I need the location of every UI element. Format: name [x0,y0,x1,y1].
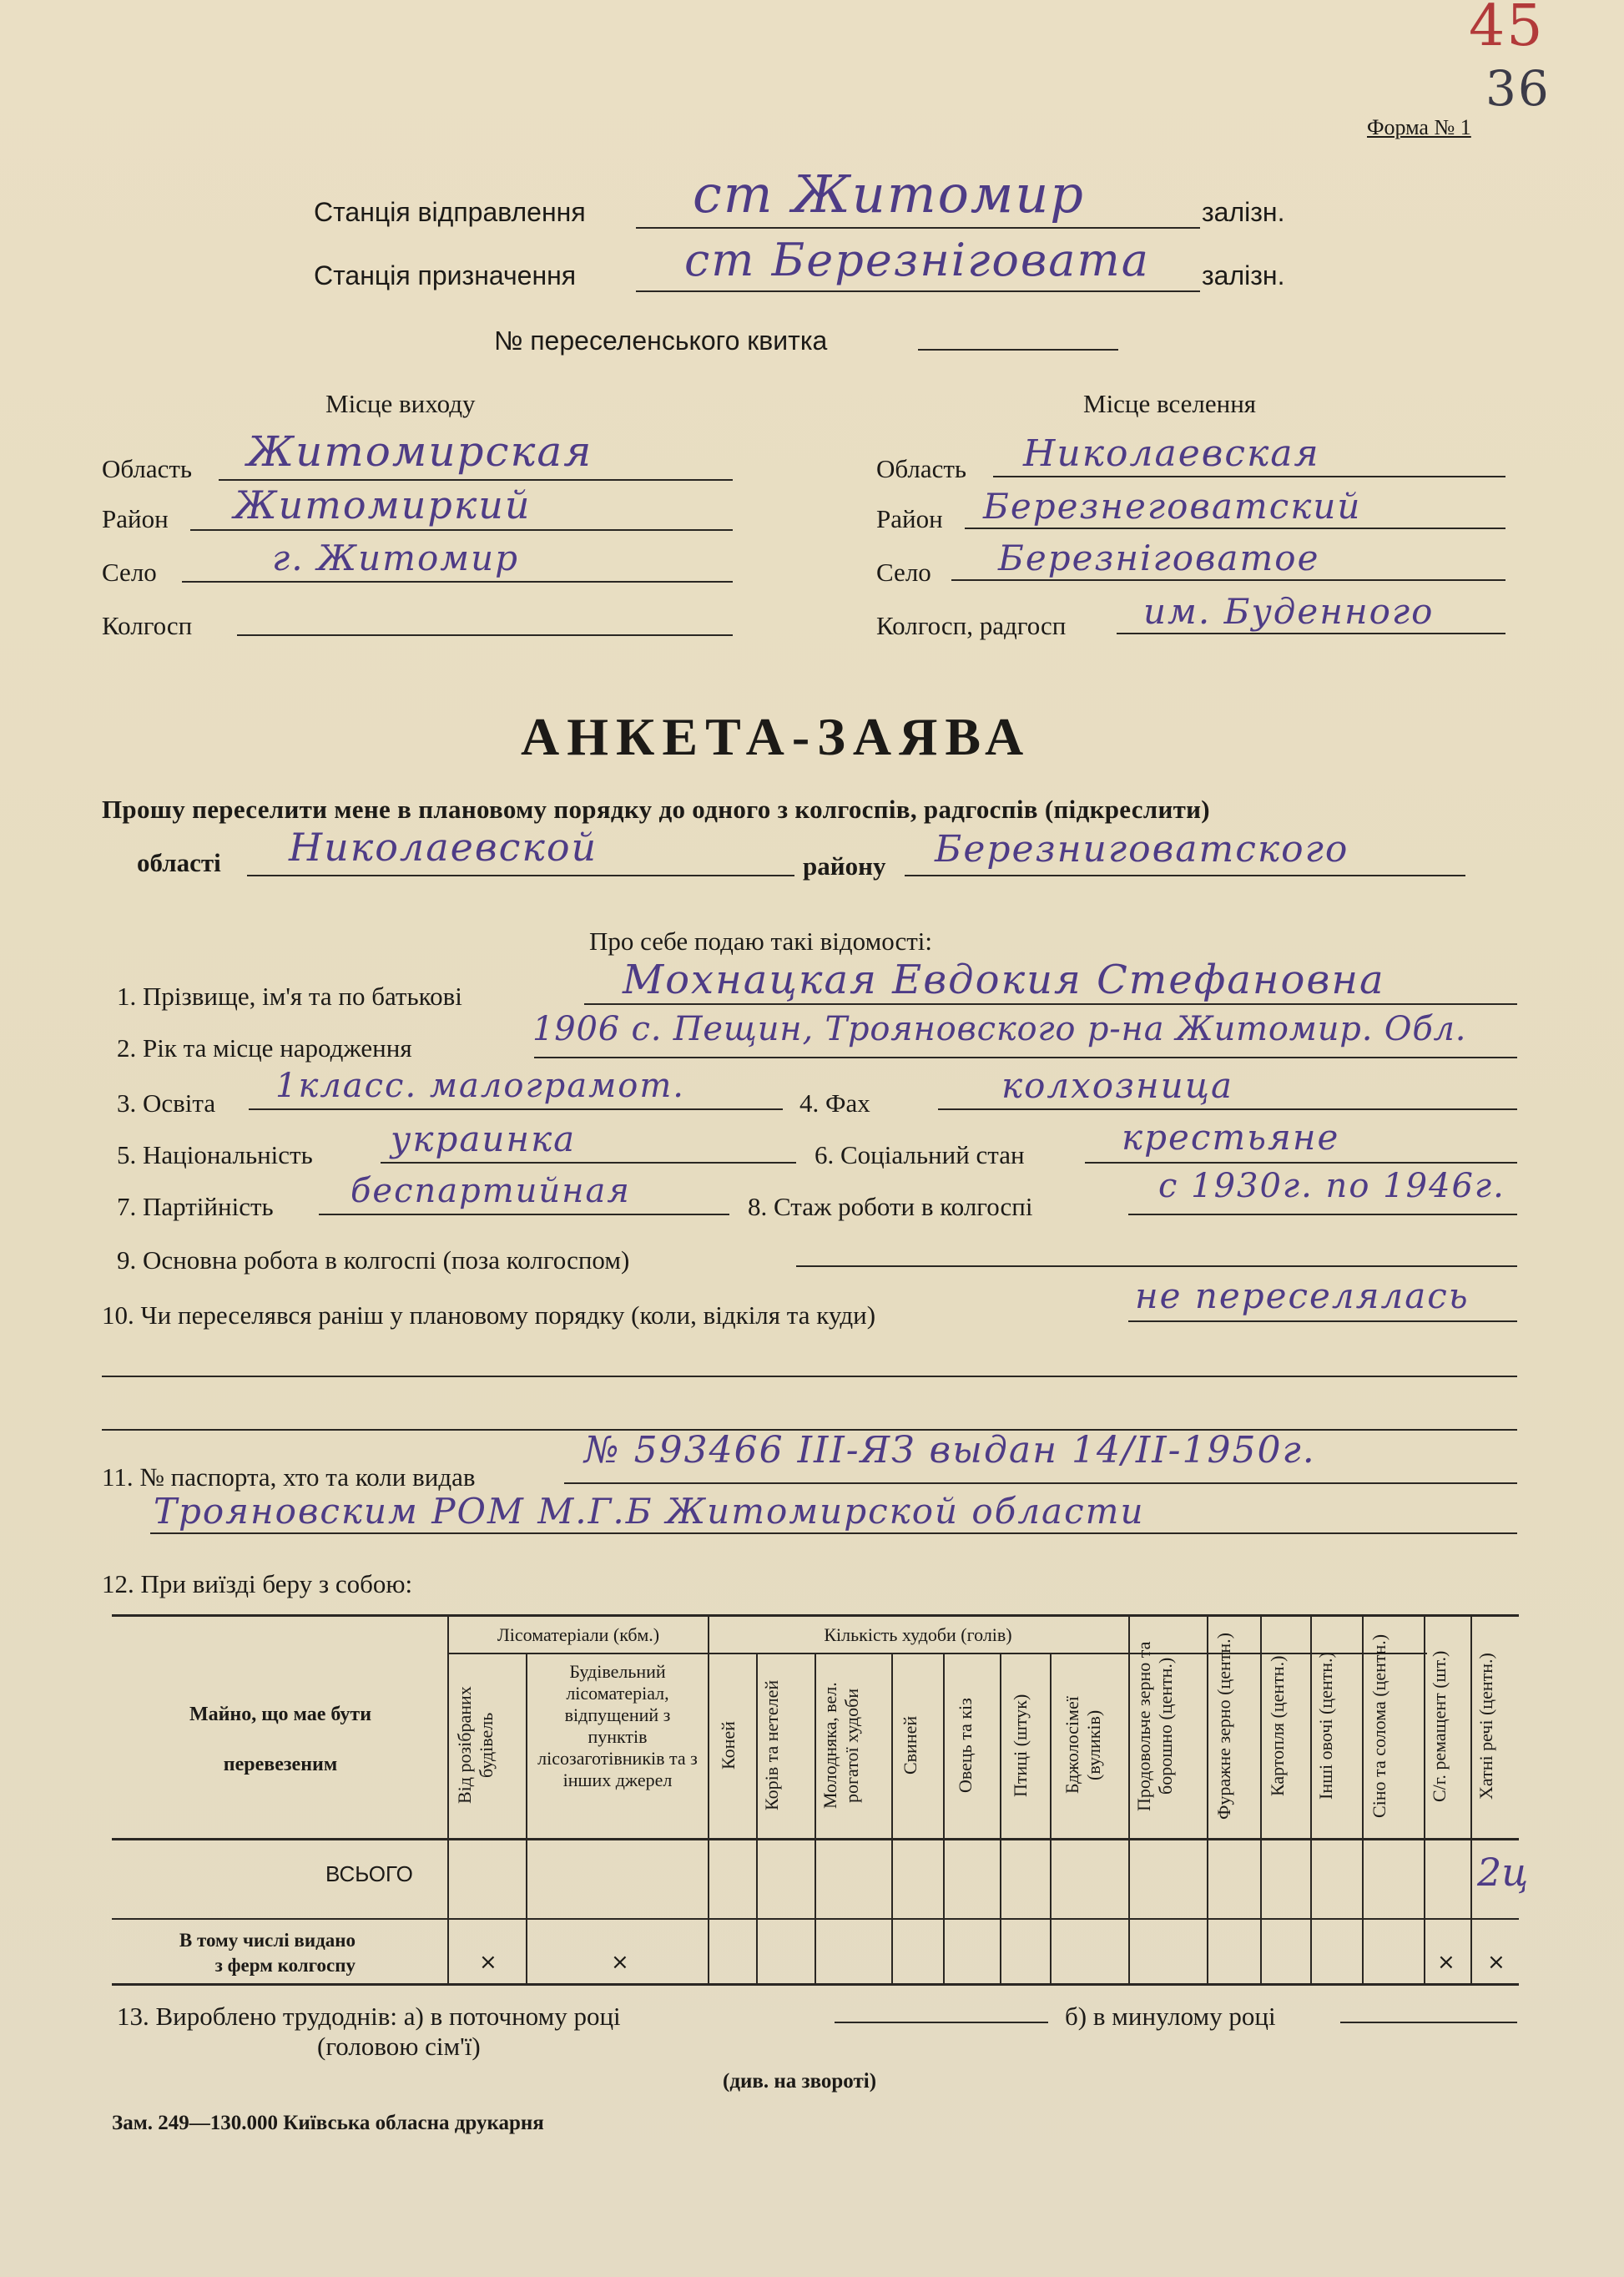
table-col-equipment: С/г. ремащент (шт.) [1429,1650,1450,1802]
field-10-label: 10. Чи переселявся раніш у плановому порядку (коли, відкіля та куди) [102,1300,876,1330]
field-9-label: 9. Основна робота в колгоспі (поза колгоспом) [117,1245,630,1275]
table-col-veg: Інші овочі (центн.) [1315,1652,1336,1800]
field-8-label: 8. Стаж роботи в колгоспі [748,1192,1033,1221]
field-2-value: 1906 с. Пещин, Трояновского р-на Житомир. Обл. [532,1010,1467,1048]
origin-raion-line [190,529,733,531]
destination-kolhosp-line [1117,633,1505,634]
destination-raion-value: Березнеговатский [983,486,1362,527]
archive-number-top: 45 [1469,0,1545,59]
field-6-line [1085,1162,1517,1164]
ticket-label: № переселенського квитка [494,326,828,356]
archive-number-bottom: 36 [1485,60,1551,117]
table-col-grain: Продовольче зерно та борошно (центн.) [1133,1641,1176,1811]
table-row-total-label: ВСЬОГО [325,1861,413,1886]
field-1-value: Мохнацкая Евдокия Стефановна [623,957,1385,1003]
arrival-station-label: Станція призначення [314,260,577,290]
workdays-label: 13. Вироблено трудоднів: а) в поточному році [117,2002,621,2031]
table-col-building-timber: Будівельний лісоматеріал, відпущений з пунктів лісозаготівників та з інших джерел [537,1661,698,1790]
field-11-value-2: Трояновским РОМ М.Г.Б Житомирской области [154,1491,1145,1532]
destination-kolhosp-value: им. Буденного [1143,591,1435,632]
workdays-current-line [835,2022,1048,2023]
field-2-label: 2. Рік та місце народження [117,1033,412,1063]
printer-imprint: Зам. 249—130.000 Київська обласна друкарня [112,2112,544,2134]
field-10-extra-line-1 [102,1376,1517,1377]
destination-raion-label: Район [876,504,943,533]
table-group-livestock: Кількість худоби (голів) [824,1624,1012,1645]
arrival-rail-suffix: залізн. [1202,260,1285,290]
field-5-value: украинка [391,1118,577,1159]
departure-station-label: Станція відправлення [314,197,586,227]
table-col-dismantled: Від розібраних будівель [454,1686,497,1805]
origin-oblast-label: Область [102,454,193,483]
table-col-birds: Птиці (штук) [1010,1694,1031,1797]
workdays-prev-label: б) в минулому році [1065,2002,1276,2031]
field-7-line [319,1214,729,1215]
field-1-label: 1. Прізвище, ім'я та по батькові [117,982,462,1011]
request-oblast-value: Николаевской [289,825,598,870]
table-col-hay: Сіно та солома (центн.) [1369,1633,1389,1819]
request-oblast-label: області [137,848,221,877]
field-2-line [534,1057,1517,1058]
request-raion-label: району [803,851,886,881]
field-8-value: с 1930г. по 1946г. [1158,1167,1505,1205]
destination-oblast-label: Область [876,454,967,483]
field-4-line [938,1108,1517,1110]
workdays-sublabel: (головою сім'ї) [317,2032,481,2061]
table-x-equipment: × [1437,1950,1455,1975]
see-reverse-note: (див. на звороті) [723,2070,877,2093]
field-11-line-2 [150,1532,1517,1534]
request-oblast-line [247,875,794,876]
field-1-line [584,1003,1517,1005]
arrival-station-line [636,290,1200,292]
page-title: АНКЕТА-ЗАЯВА [521,707,1031,766]
departure-station-value: ст Житомир [693,164,1085,225]
destination-oblast-line [993,476,1505,477]
destination-selo-label: Село [876,558,931,587]
field-11-label: 11. № паспорта, хто та коли видав [102,1462,476,1492]
field-10-line [1128,1320,1517,1322]
field-6-value: крестьяне [1122,1117,1340,1158]
field-9-line [796,1265,1517,1267]
table-col-cows: Корів та нетелей [761,1679,782,1811]
field-3-value: 1класс. малограмот. [275,1067,686,1105]
destination-raion-line [965,528,1505,529]
form-label: Форма № 1 [1367,115,1471,139]
field-4-label: 4. Фах [799,1088,870,1118]
table-col-sheep: Овець та кіз [955,1698,976,1793]
origin-oblast-value: Житомирская [247,427,593,476]
field-11-value: № 593466 III-ЯЗ выдан 14/II-1950г. [584,1429,1316,1472]
request-raion-value: Березниговатского [935,828,1349,871]
field-11-line [564,1482,1517,1484]
origin-selo-line [182,581,733,583]
table-col-bees: Бджолосімеї (вуликів) [1062,1696,1104,1795]
field-5-line [381,1162,796,1164]
table-group-timber: Лісоматеріали (кбм.) [497,1624,660,1645]
request-raion-line [905,875,1465,876]
origin-kolhosp-line [237,634,733,636]
field-12-label: 12. При виїзді беру з собою: [102,1569,413,1598]
origin-oblast-line [219,479,733,481]
field-4-value: колхозница [1001,1065,1234,1106]
origin-kolhosp-label: Колгосп [102,611,193,640]
destination-selo-line [951,579,1505,581]
destination-selo-value: Березніговатое [998,538,1320,578]
departure-station-line [636,227,1200,229]
origin-raion-value: Житомиркий [234,482,532,528]
field-6-label: 6. Соціальний стан [815,1140,1025,1169]
field-3-line [249,1108,783,1110]
field-7-value: беспартийная [351,1172,631,1210]
field-8-line [1128,1214,1517,1215]
workdays-prev-line [1340,2022,1517,2023]
table-col-horses: Коней [718,1721,739,1770]
table-x-dismantled: × [479,1950,497,1975]
field-3-label: 3. Освіта [117,1088,216,1118]
field-7-label: 7. Партійність [117,1192,274,1221]
table-col-pigs: Свиней [900,1715,920,1775]
table-col-feed: Фуражне зерно (центн.) [1213,1633,1234,1820]
table-col-young: Молодняка, вел. рогатої худоби [820,1682,862,1809]
origin-selo-label: Село [102,558,157,587]
ticket-line [918,349,1118,351]
field-10-value: не переселялась [1135,1275,1470,1316]
destination-heading: Місце вселення [1083,389,1257,418]
destination-oblast-value: Николаевская [1023,432,1320,475]
table-col-potato: Картопля (центн.) [1267,1655,1288,1797]
origin-raion-label: Район [102,504,169,533]
table-x-house: × [1487,1950,1505,1975]
origin-heading: Місце виходу [325,389,476,418]
request-text: Прошу переселити мене в плановому порядку до одного з колгоспів, радгоспів (підкреслити) [102,795,1210,824]
origin-selo-value: г. Житомир [272,538,520,578]
table-x-building: × [611,1950,629,1975]
departure-rail-suffix: залізн. [1202,197,1285,227]
table-header-property: Майно, що мае бути перевезеним [189,1704,372,1775]
table-col-house: Хатні речі (центн.) [1475,1653,1496,1800]
info-heading: Про себе подаю такі відомості: [589,926,933,956]
field-5-label: 5. Національність [117,1140,313,1169]
arrival-station-value: ст Березніговата [684,234,1150,286]
table-total-house-value: 2ц [1477,1850,1529,1895]
table-row-farm-label: В тому числі видано з ферм колгоспу [179,1930,356,1976]
destination-kolhosp-label: Колгосп, радгосп [876,611,1067,640]
